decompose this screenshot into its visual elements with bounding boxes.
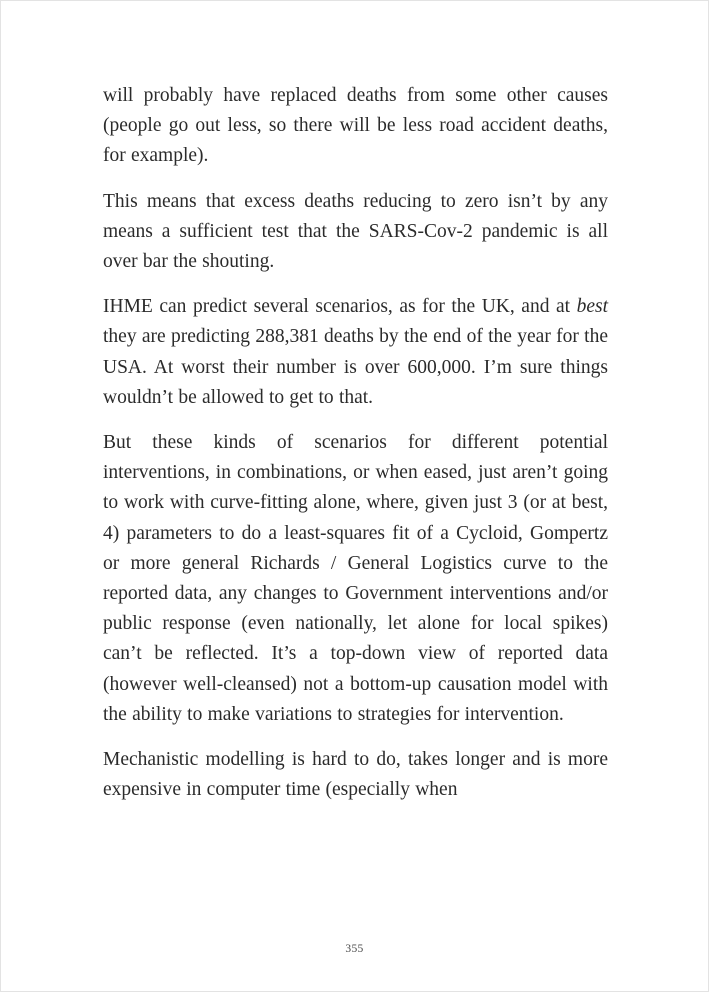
text-run: they are predicting 288,381 deaths by the end of the year for the USA. At worst their number is over 600,000. I’m sure things wouldn’t be allowed to get to that. [103, 326, 608, 408]
text-run: Mechanistic modelling is hard to do, takes longer and is more expensive in computer time (especially when [103, 749, 608, 801]
text-run: will probably have replaced deaths from some other causes (people go out less, so there will be less road accident deaths, for example). [103, 85, 608, 167]
italic-text-run: best [576, 296, 608, 318]
page-number: 355 [345, 943, 364, 955]
paragraph-1 [103, 81, 608, 172]
paragraph-5 [103, 745, 608, 805]
paragraph-4 [103, 428, 608, 730]
text-run: IHME can predict several scenarios, as for the UK, and at [103, 296, 577, 318]
paragraph-2 [103, 187, 608, 278]
text-run: This means that excess deaths reducing to zero isn’t by any means a sufficient test that the SARS-Cov-2 pandemic is all over bar the shouting. [103, 190, 608, 273]
text-run: But these kinds of scenarios for different potential interventions, in combinations, or when eased, just aren’t going to work with curve-fitting alone, where, given just 3 (or at best, 4) parameters to do a least-squares fit of a Cycloid, Gompertz or more general Richards / General Logistics curve to the reported data, any changes to Government interventions and/or public response (even nationally, let alone for local spikes) can’t be reflected. It’s a top-down view of reported data (however well-cleansed) not a bottom-up causation model with the ability to make variations to strategies for intervention. [103, 432, 608, 725]
page-text [103, 81, 608, 805]
paragraph-3 [103, 292, 608, 413]
